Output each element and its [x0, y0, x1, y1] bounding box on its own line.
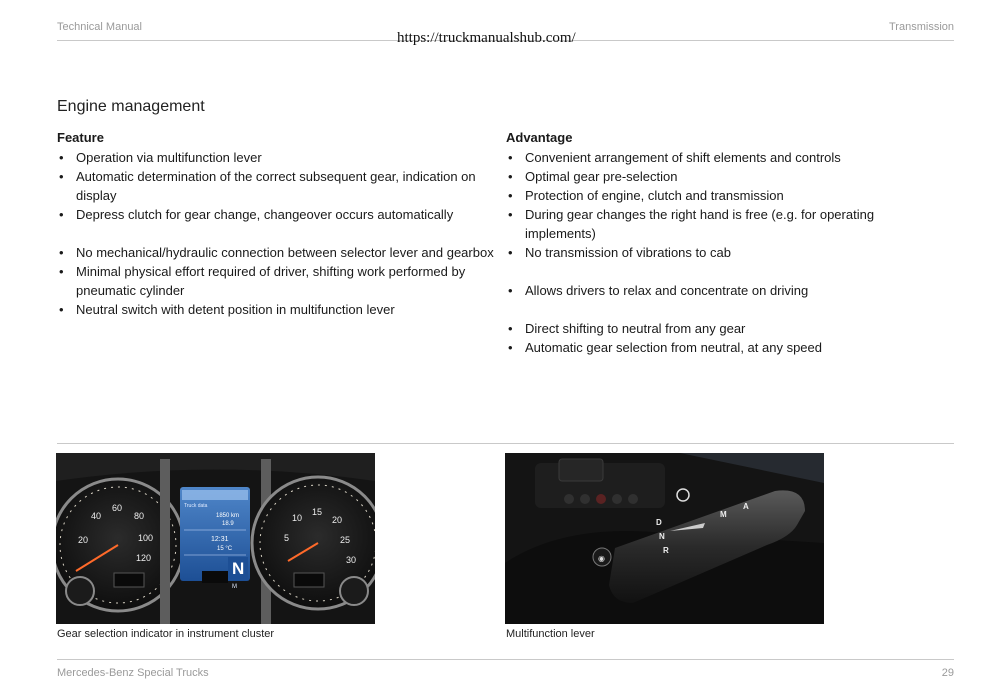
feature-column [57, 129, 497, 319]
gauge-tick-label: 60 [112, 503, 123, 513]
advantage-heading: Advantage [506, 130, 573, 145]
display-odometer: 1850 km [216, 513, 240, 519]
lever-label-r: R [663, 546, 669, 555]
cluster-caption: Gear selection indicator in instrument cluster [57, 628, 275, 640]
footer-brand: Mercedes-Benz Special Trucks [57, 667, 209, 679]
header-section-name: Transmission [889, 21, 954, 33]
advantage-column [506, 129, 946, 357]
lever-label-n: N [659, 532, 665, 541]
lever-label-d: D [656, 518, 662, 527]
gauge-tick-label: 40 [91, 511, 102, 521]
footer-rule [57, 659, 954, 660]
header-manual-title: Technical Manual [57, 21, 142, 33]
list-item: • No transmission of vibrations to cab [506, 243, 946, 262]
lever-label-a: A [743, 502, 749, 511]
display-temp-a: 18.9 [222, 521, 234, 527]
gauge-tick-label: 20 [332, 515, 343, 525]
gauge-tick-label: 30 [346, 555, 357, 565]
display-temp-b: 15 °C [217, 546, 233, 552]
list-item: • Automatic determination of the correct subsequent gear, indication on display [57, 167, 497, 205]
gauge-tick-label: 120 [136, 553, 152, 563]
list-item: • Allows drivers to relax and concentrate on driving [506, 281, 946, 300]
watermark-url: https://truckmanualshub.com/ [397, 30, 576, 46]
list-item: • Minimal physical effort required of driver, shifting work performed by pneumatic cylinder [57, 262, 497, 300]
gauge-tick-label: 20 [78, 535, 89, 545]
gauge-tick-label: 25 [340, 535, 351, 545]
list-item: • During gear changes the right hand is free (e.g. for operating implements) [506, 205, 946, 243]
list-item: • Direct shifting to neutral from any gear [506, 319, 946, 338]
advantage-list [506, 148, 946, 357]
list-item: • Optimal gear pre-selection [506, 167, 946, 186]
page-number: 29 [941, 667, 954, 679]
content-rule [57, 443, 954, 444]
center-display [180, 487, 250, 590]
display-gear: N [232, 559, 245, 578]
feature-list [57, 148, 497, 319]
list-item: • Neutral switch with detent position in multifunction lever [57, 300, 497, 319]
list-item: • Convenient arrangement of shift elements and controls [506, 148, 946, 167]
gauge-tick-label: 10 [292, 513, 303, 523]
display-title: Truck data [184, 503, 208, 509]
display-time: 12:31 [211, 536, 229, 543]
multifunction-lever-image [505, 453, 824, 624]
instrument-cluster-photo [56, 453, 375, 624]
lever-caption: Multifunction lever [506, 628, 595, 640]
feature-heading: Feature [57, 130, 104, 145]
instrument-cluster-image [56, 453, 375, 624]
list-item: • No mechanical/hydraulic connection between selector lever and gearbox [57, 243, 497, 262]
list-item: • Automatic gear selection from neutral, at any speed [506, 338, 946, 357]
list-item: • Operation via multifunction lever [57, 148, 497, 167]
gauge-tick-label: 100 [138, 533, 154, 543]
gauge-tick-label: 5 [284, 533, 290, 543]
tachometer-gauge [252, 477, 375, 609]
list-item: • Protection of engine, clutch and transmission [506, 186, 946, 205]
multifunction-lever-photo [505, 453, 824, 624]
section-title: Engine management [57, 98, 205, 115]
gauge-tick-label: 15 [312, 507, 323, 517]
gauge-tick-label: 80 [134, 511, 145, 521]
svg-text:◉: ◉ [598, 554, 605, 563]
lever-label-m: M [720, 510, 727, 519]
display-mode: M [232, 584, 237, 590]
list-item: • Depress clutch for gear change, changeover occurs automatically [57, 205, 497, 224]
